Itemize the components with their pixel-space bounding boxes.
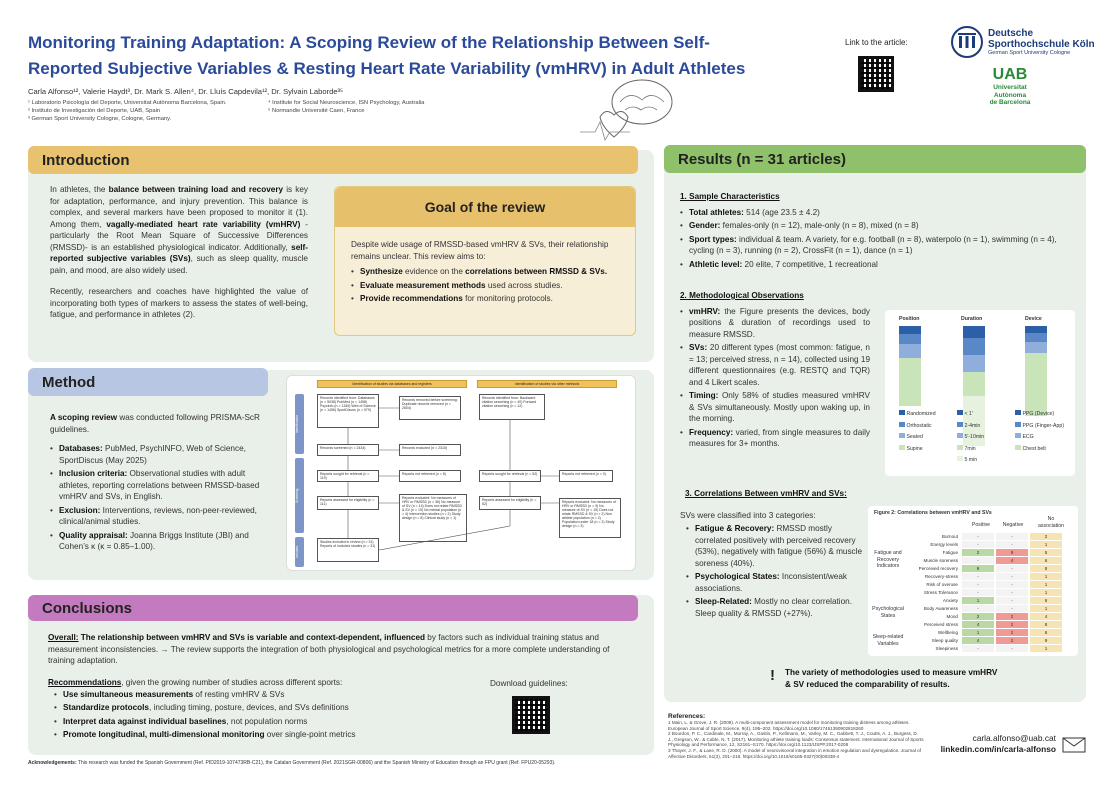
heatmap-cell: 1 [1030,605,1062,612]
heatmap-row [906,532,1074,540]
prisma-box-not-retrieved-other: Reports not retrieved (n = 0) [559,470,613,482]
prisma-side-included: Included [295,537,304,567]
heatmap-col: No association [1038,516,1064,529]
heatmap-group: Sleep-related Variables [872,634,904,647]
heatmap-cell: 5 [1030,549,1062,556]
heatmap-cell: 1 [1030,589,1062,596]
heatmap-cell: - [962,645,994,652]
introduction-text: In athletes, the balance between training load and recovery is key for adaptation, performance, and injury prevention. This balance is complex, and several markers have been proposed to monitor it (1). Among them, vagally-mediated heart rate variability (vmHRV) -particularly the Root Mean Square of Successive Differences (RMSSD)- is an established physiological indicator. Additionally, self-reported subjective variables (SVs), such as sleep quality, muscle pain, and mood, are also widely used. Recently, researchers and coaches have highlighted the value of incorporating both types of markers to assess the states of well-being, fatigue, and performance in athletes (2). [50,185,308,319]
affiliations-right: ⁴ Institute for Social Neuroscience, ISN Psychology, Australia ⁵ Normandie Université Caen, France [268,100,425,114]
dshs-logo-icon [950,25,984,59]
poster-title: Monitoring Training Adaptation: A Scoping Review of the Relationship Between Self- Reported Subjective Variables & Resting Heart Rate Variability (vmHRV) in Adult Athletes [28,33,746,78]
stack-position [899,326,921,406]
reference-item: 2 Bourdon, P. C., Cardinale, M., Murray, A., Gastin, P., Kellmann, M., Varley, M. C., Gabbett, T. J., Coutts, A. J., Burgess, D. J., Gregson, W., & Cable, N. T. (2017). Monitoring athlete training loads: Consensus statement. International Journal of Sports Physiology and Performance, 12, S2161–S170. https://doi.org/10.1123/IJSPP.2017-0208 [668,731,924,748]
method-item: • Exclusion: Interventions, reviews, non-peer-reviewed, clinical/animal studies. [50,505,262,528]
heatmap-cell: - [962,541,994,548]
stack-device [1025,326,1047,416]
heatmap-cell: - [996,605,1028,612]
recommendation-item: • Interpret data against individual baselines, not population norms [54,716,478,728]
heatmap-row-label: Perceived stress [924,621,958,627]
goal-heading: Goal of the review [335,187,635,227]
recommendation-item: • Use simultaneous measurements of resting vmHRV & SVs [54,689,478,701]
heatmap-cell: - [962,533,994,540]
prisma-box-included: Studies included in review (n = 31) Reports of included studies (n = 31) [317,538,379,562]
heatmap-cell: 4 [962,637,994,644]
heatmap-cell: - [996,565,1028,572]
heatmap-cell: - [996,645,1028,652]
result-item: • Gender: females-only (n = 12), male-only (n = 8), mixed (n = 8) [680,220,1074,232]
heatmap-row [906,556,1074,564]
heatmap-row-label: Muscle soreness [923,557,958,563]
heatmap-row-label: Burnout [941,533,958,539]
heatmap-cell: 1 [1030,581,1062,588]
prisma-box-eligibility: Reports assessed for eligibility (n = 111) [317,496,379,510]
prisma-side-screening: Screening [295,458,304,533]
goal-box [334,186,636,336]
heatmap-cell: - [962,573,994,580]
result-item: • SVs: 20 different types (most common: fatigue, n = 13; perceived stress, n = 14), collected using 19 different questionnaires (e.g. RESTQ and TQR) and 4 Likert scales. [680,342,870,388]
heatmap-rows [906,532,1074,652]
heatmap-cell: 1 [1030,645,1062,652]
heatmap-cell: 1 [1030,541,1062,548]
download-label: Download guidelines: [490,679,568,688]
heatmap-cell: - [996,581,1028,588]
results-note: The variety of methodologies used to measure vmHRV & SV reduced the comparability of results. [785,668,998,689]
method-figure [885,310,1075,476]
heatmap-col: Negative [1002,522,1024,528]
reference-item: 1 Main, L. & Grove, J. R. (2009). A multi-component assessment model for monitoring training distress among athletes. European Journal of Sport Science, 9(4), 195–202. https://doi.org/10.1080/17461390902818260 [668,720,910,731]
figure-header-position: Position [899,316,920,322]
heatmap-cell: 2 [996,621,1028,628]
heatmap-cell: 2 [996,613,1028,620]
result-item: • Frequency: varied, from single measures to daily measures for 3+ months. [680,427,870,450]
goal-intro: Despite wide usage of RMSSD-based vmHRV & SVs, their relationship remains unclear. This review aims to: [351,240,609,261]
heatmap-row [906,548,1074,556]
mail-icon [1062,737,1086,753]
recommendation-item: • Standardize protocols, including timing, posture, devices, and SVs definitions [54,702,478,714]
download-qr-code[interactable] [512,696,550,734]
method-item: • Databases: PubMed, PsychINFO, Web of Science, SportDiscus (May 2025) [50,443,262,466]
heatmap-cell: 6 [1030,629,1062,636]
heatmap-cell: 1 [962,629,994,636]
heatmap-cell: 2 [962,549,994,556]
article-link-label: Link to the article: [845,38,908,47]
conclusions-recommendations: Recommendations, given the growing number of studies across different sports: • Use simultaneous measurements of resting vmHRV & SVs • Standardize protocols, including timing, posture, devices, and SVs definitions • Interpret data against individual baselines, not population norms • Promote longitudinal, multi-dimensional monitoring over single-point metrics [48,677,478,743]
heatmap-cell: 4 [1030,613,1062,620]
references: References: 1 Main, L. & Grove, J. R. (2009). A multi-component assessment model for monitoring training distress among athletes. European Journal of Sport Science, 9(4), 195–202. https://doi.org/10.1080/17461390902818260 2 Bourdon, P. C., Cardinale, M., Murray, A., Gastin, P., Kellmann, M., Varley, M. C., Gabbett, T. J., Coutts, A. J., Burgess, D. J., Gregson, W., & Cable, N. T. (2017). Monitoring athlete training loads: Consensus statement. International Journal of Sports Physiology and Performance, 12, S2161–S170. https://doi.org/10.1123/IJSPP.2017-0208 3 Thayer, J. F., & Lane, R. D. (2000). A model of neurovisceral integration in emotion regulation and dysregulation. Journal of Affective Disorders, 61(3), 201–216. https://doi.org/10.1016/s0165-0327(00)00338-4 [668,713,924,759]
goal-item: • Provide recommendations for monitoring protocols. [351,293,619,305]
result-item: • Sport types: individual & team. A variety, for e.g. football (n = 8), waterpolo (n = 1), swimming (n = 4), cycling (n = 3), running (n = 2), CrossFit (n = 1), dance (n = 1) [680,234,1074,257]
reference-item: 3 Thayer, J. F., & Lane, R. D. (2000). A model of neurovisceral integration in emotion regulation and dysregulation. Journal of Affective Disorders, 61(3), 201–216. https://doi.org/10.1016/s0165-0327(00)00338-4 [668,747,921,759]
heatmap-cell: 2 [996,637,1028,644]
heatmap-row [906,604,1074,612]
heatmap-row-label: Sleep quality [931,637,958,643]
result-item: • Timing: Only 58% of studies measured vmHRV & SVs simultaneously. Mostly upon waking up, in the morning. [680,390,870,425]
heatmap-title: Figure 2: Correlations between vmHRV and SVs [874,510,992,516]
heatmap-row-label: Body Awareness [923,605,958,611]
warning-icon: ! [770,667,775,684]
prisma-box-sought: Reports sought for retrieval (n = 119) [317,470,379,482]
result-item: • Fatigue & Recovery: RMSSD mostly correlated positively with perceived recovery (53%), negatively with fatigue (56%) & muscle soreness (40%). [686,523,870,569]
goal-item: • Synthesize evidence on the correlations between RMSSD & SVs. [351,266,619,278]
heatmap-cell: - [996,533,1028,540]
prisma-box-screened: Records screened (n = 2434) [317,444,379,456]
heatmap-row-label: Perceived recovery [918,565,958,571]
heatmap-row-label: Mood [946,613,958,619]
introduction-heading: Introduction [28,146,638,174]
heatmap-cell: - [996,541,1028,548]
heatmap-row-label: Recovery-stress [924,573,958,579]
uab-logo: UAB Universitat Autònoma de Barcelona [989,66,1031,106]
heatmap-row [906,564,1074,572]
heatmap-row [906,596,1074,604]
conclusions-heading: Conclusions [28,595,638,621]
heatmap-cell: 2 [996,629,1028,636]
affiliations-left: ¹ Laboratorio Psicología del Deporte, Universitat Autònoma Barcelona, Spain. ² Instituto de Investigación del Deporte, UAB, Spain ³ German Sport University Cologne, Cologne, Germany. [28,100,227,122]
authors-line: Carla Alfonso¹², Valerie Haydt³, Dr. Mark S. Allen⁴, Dr. Lluís Capdevila¹², Dr. Sylvain Laborde³⁵ [28,87,344,96]
heatmap-cell: 8 [1030,621,1062,628]
heatmap-row [906,572,1074,580]
heatmap-cell: 4 [996,557,1028,564]
contact-block [940,733,1056,755]
heatmap-row [906,580,1074,588]
recommendation-item: • Promote longitudinal, multi-dimensional monitoring over single-point metrics [54,729,478,741]
heatmap-cell: - [996,597,1028,604]
heatmap-cell: - [996,573,1028,580]
heatmap-row [906,636,1074,644]
heatmap-cell: 6 [1030,597,1062,604]
heatmap-row [906,644,1074,652]
heatmap-cell: 2 [962,613,994,620]
result-item: • Athletic level: 20 elite, 7 competitive, 1 recreational [680,259,1074,271]
correlation-heatmap [868,506,1078,656]
conclusions-overall: Overall: The relationship between vmHRV and SVs is variable and context-dependent, influenced by factors such as individual training status and measurement inconsistencies. → The review supports the integration of both physiological and psychological metrics for a more complete understanding of training adaptation. [48,633,610,665]
prisma-flow-diagram [286,375,636,571]
results-heading: Results (n = 31 articles) [664,145,1086,173]
prisma-box-records: Records identified from: Databases (n = 5038) PubMed (n = 1458) PsycInfo (n = 1345) Web of Science (n = 1456) SportDiscus (n = 979) [317,394,379,428]
prisma-box-removed: Records removed before screening: Duplicate records removed (n = 2604) [399,396,461,420]
heatmap-row-label: Anxiety [942,597,958,603]
heatmap-cell: - [962,605,994,612]
prisma-side-identification: Identification [295,394,304,454]
results-correlations: 3. Correlations Between vmHRV and SVs: SVs were classified into 3 categories: • Fatigue & Recovery: RMSSD mostly correlated positively with perceived recovery (53%), negatively with fatigue (56%) & muscle soreness (40%). • Psychological States: Inconsistent/weak associations. • Sleep-Related: Mostly no clear correlation. Sleep quality & RMSSD (+27%). [680,488,870,621]
heatmap-cell: 4 [962,621,994,628]
results-sample: 1. Sample Characteristics • Total athletes: 514 (age 23.5 ± 4.2) • Gender: females-only (n = 12), male-only (n = 8), mixed (n = 8) • Sport types: individual & team. A variety, for e.g. football (n = 8), waterpolo (n = 1), swimming (n = 4), cycling (n = 3), running (n = 2), CrossFit (n = 1), dance (n = 1) • Athletic level: 20 elite, 7 competitive, 1 recreational [680,191,1074,272]
heatmap-cell: 1 [1030,573,1062,580]
brain-heart-illustration [580,72,680,142]
heatmap-col: Positive [971,522,991,528]
method-text: A scoping review was conducted following PRISMA-ScR guidelines. • Databases: PubMed, PsychINFO, Web of Science, SportDiscus (May 2025) • Inclusion criteria: Observational studies with adult athletes, reporting correlations between RMSSD-based vmHRV and SVs, in English. • Exclusion: Interventions, reviews, non-peer-reviewed, clinical/animal studies. • Quality appraisal: Joanna Briggs Institute (JBI) and Cohen’s κ (κ = 0.85–1.00). [50,412,262,555]
heatmap-row-label: Wellbeing [937,629,958,635]
figure-legend: Randomized < 1' PPG (Device) Orthostatic 2-4min PPG (Finger-App) Seated 5'-10min ECG Supine 7min Chest belt 5 min [899,410,1069,464]
method-heading: Method [28,368,268,396]
prisma-arrows [287,376,637,572]
heatmap-cell: 1 [962,597,994,604]
prisma-box-eligibility-other: Reports assessed for eligibility (n = 52) [479,496,541,510]
contact-email[interactable]: carla.alfonso@uab.cat [972,733,1056,743]
prisma-box-eligibility-other-excluded: Reports excluded: No measures of HRV or RMSSD (n = 9) No measure of SV (n = 19) Does not relate RMSSD & SV (n = 2) Non athlete population (n = 2) Population under 18 (n = 2) Study design (n = 3) [559,498,621,538]
heatmap-group: Psychological States [872,606,904,619]
heatmap-row-label: Sleepiness [935,645,958,651]
heatmap-row-label: Risk of overuse [926,581,958,587]
heatmap-cell: 2 [1030,533,1062,540]
heatmap-cell: - [962,589,994,596]
heatmap-row-label: Stress Tolerance [923,589,958,595]
heatmap-group: Fatigue and Recovery Indicators [874,550,902,569]
heatmap-row-label: Fatigue [942,549,958,555]
result-item: • Total athletes: 514 (age 23.5 ± 4.2) [680,207,1074,219]
method-item: • Quality appraisal: Joanna Briggs Institute (JBI) and Cohen’s κ (κ = 0.85–1.00). [50,530,262,553]
prisma-box-not-retrieved: Reports not retrieved (n = 8) [399,470,461,482]
prisma-bar-databases: Identification of studies via databases and registers [317,380,467,388]
heatmap-cell: - [962,557,994,564]
goal-item: • Evaluate measurement methods used across studies. [351,280,619,292]
figure-header-device: Device [1025,316,1042,322]
heatmap-cell: 9 [996,549,1028,556]
method-item: • Inclusion criteria: Observational studies with adult athletes, reporting correlations between RMSSD-based vmHRV and SVs, in English. [50,468,262,503]
article-qr-code[interactable] [858,56,894,92]
heatmap-row [906,612,1074,620]
heatmap-row-label: Energy levels [930,541,958,547]
heatmap-cell: 8 [1030,565,1062,572]
heatmap-row [906,620,1074,628]
result-item: • vmHRV: the Figure presents the devices, body positions & duration of recordings used to measure RMSSD. [680,306,870,341]
prisma-box-excluded: Records excluded (n = 2315) [399,444,461,456]
heatmap-cell: 9 [1030,637,1062,644]
heatmap-row [906,540,1074,548]
acknowledgements: Acknowledgements: This research was funded the Spanish Government (Ref. PID2019-107473RB-C21), the Catalan Government (Ref. 2021SGR-00806) and the Spanish Ministry of Education through an FPU grant (Ref. FPU20-05293). [28,760,556,766]
result-item: • Psychological States: Inconsistent/weak associations. [686,571,870,594]
heatmap-cell: 6 [1030,557,1062,564]
results-methodological: 2. Methodological Observations • vmHRV: the Figure presents the devices, body positions & duration of recordings used to measure RMSSD. • SVs: 20 different types (most common: fatigue, n = 13; perceived stress, n = 14), collected using 19 different questionnaires (e.g. RESTQ and TQR) and 4 Likert scales. • Timing: Only 58% of studies measured vmHRV & SVs simultaneously. Mostly upon waking up, in the morning. • Frequency: varied, from single measures to daily measures for 3+ months. [680,290,870,452]
dshs-logo-text: Deutsche Sporthochschule Köln German Sport University Cologne [988,28,1095,56]
contact-linkedin[interactable]: linkedin.com/in/carla-alfonso [940,744,1056,754]
prisma-box-eligibility-excluded: Reports excluded: No measures of HRV or RMSSD (n = 36) No measure of SV (n = 14) Does not relate RMSSD & SV (n = 19) No mental population (n = 4) Intervention studies (n = 2) Study design (n = 8) Clinical study (n = 1) [399,494,467,542]
heatmap-cell: - [962,581,994,588]
prisma-bar-other: Identification of studies via other methods [477,380,617,388]
heatmap-cell: - [996,589,1028,596]
heatmap-row [906,628,1074,636]
prisma-box-sought-other: Reports sought for retrieval (n = 52) [479,470,541,482]
figure-header-duration: Duration [961,316,983,322]
heatmap-cell: 9 [962,565,994,572]
heatmap-row [906,588,1074,596]
result-item: • Sleep-Related: Mostly no clear correlation. Sleep quality & RMSSD (+27%). [686,596,870,619]
prisma-box-other: Records identified from: Backward citation searching (n = 40) Forward citation searching (n = 12) [479,394,545,420]
